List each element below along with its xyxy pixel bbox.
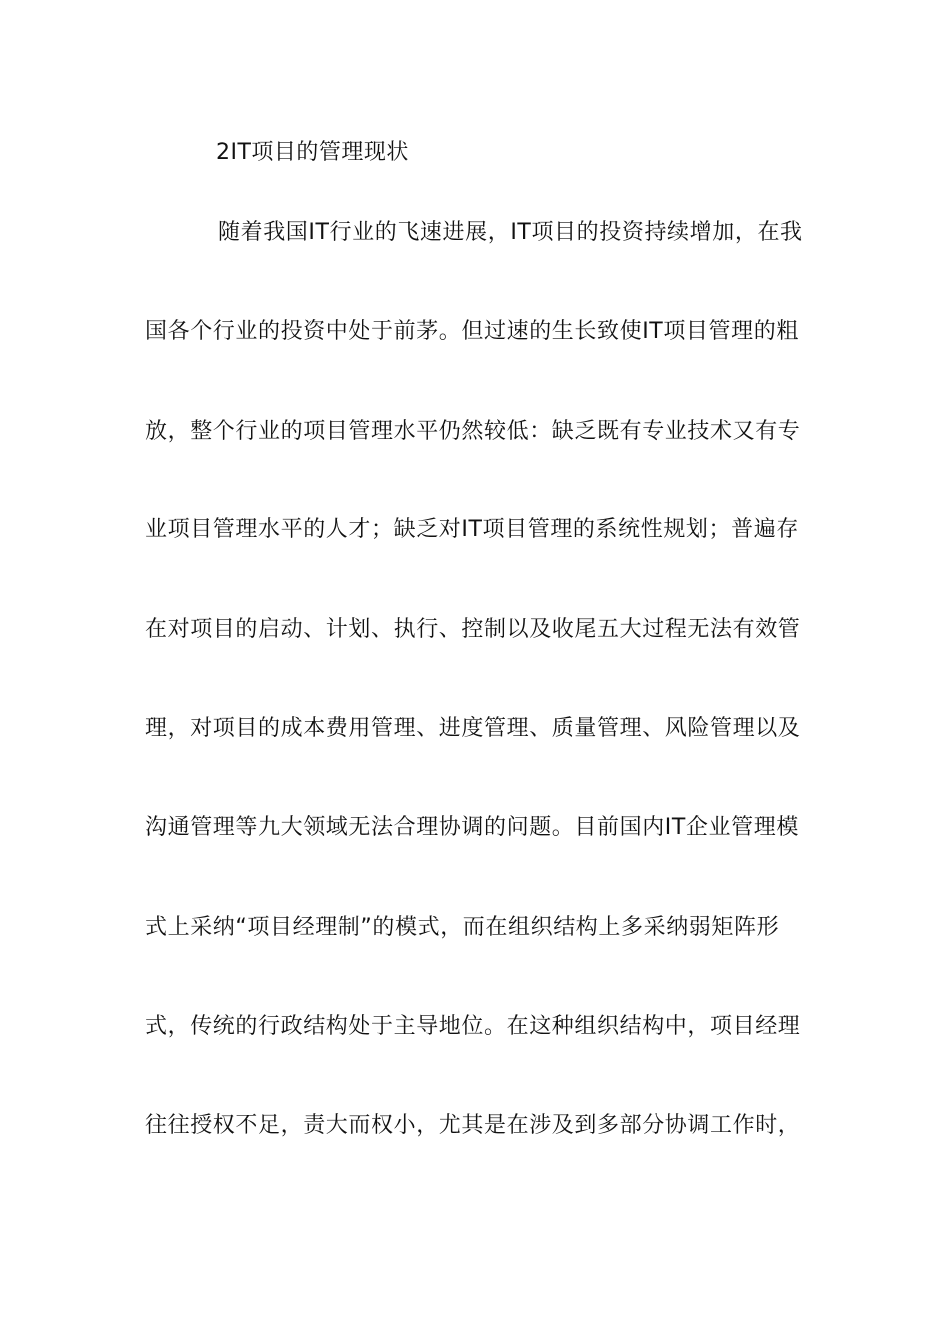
paragraph-line: 沟通管理等九大领域无法合理协调的问题。目前国内IT企业管理模 xyxy=(145,815,799,840)
paragraph-line: 随着我国IT行业的飞速进展，IT项目的投资持续增加，在我 xyxy=(218,220,803,245)
paragraph-line: 业项目管理水平的人才；缺乏对IT项目管理的系统性规划；普遍存 xyxy=(145,517,799,542)
paragraph-line: 理，对项目的成本费用管理、进度管理、质量管理、风险管理以及 xyxy=(145,716,801,741)
paragraph-line: 在对项目的启动、计划、执行、控制以及收尾五大过程无法有效管 xyxy=(145,617,801,642)
paragraph-line: 式上采纳“项目经理制”的模式，而在组织结构上多采纳弱矩阵形 xyxy=(145,915,780,940)
paragraph-line: 国各个行业的投资中处于前茅。但过速的生长致使IT项目管理的粗 xyxy=(145,319,799,344)
paragraph-line: 式，传统的行政结构处于主导地位。在这种组织结构中，项目经理 xyxy=(145,1014,801,1039)
paragraph-line: 放，整个行业的项目管理水平仍然较低：缺乏既有专业技术又有专 xyxy=(145,419,801,444)
section-heading: 2IT项目的管理现状 xyxy=(216,140,409,165)
paragraph-line: 往往授权不足，责大而权小，尤其是在涉及到多部分协调工作时， xyxy=(145,1113,801,1138)
